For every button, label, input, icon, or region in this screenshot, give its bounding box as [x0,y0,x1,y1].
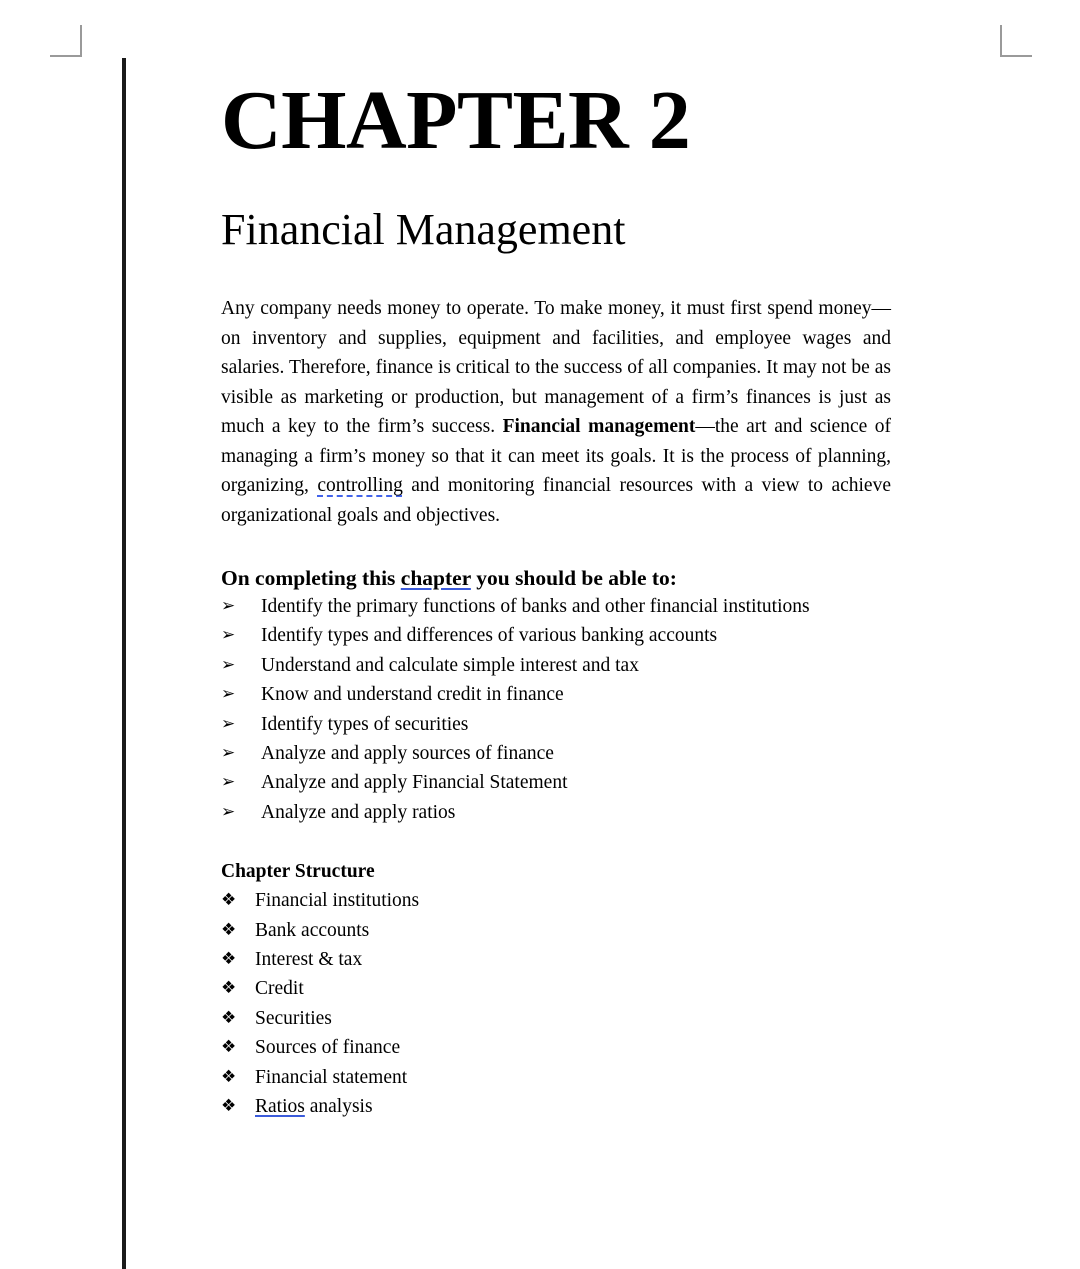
list-item [221,974,891,1003]
diamond-bullet-icon: ❖ [221,949,237,970]
spellcheck-flagged-word[interactable]: Ratios [255,1096,305,1118]
intro-bold-term: Financial management [502,416,696,437]
diamond-bullet-icon: ❖ [221,1096,237,1117]
list-item [221,798,891,827]
arrow-bullet-icon: ➢ [221,772,236,793]
diamond-bullet-icon: ❖ [221,1066,237,1087]
intro-text-part2: —the art and science of managing a firm’s money so that it can meet its goals. It is the process of planning, organizing, [221,416,891,496]
crop-mark-top-right [1000,25,1032,57]
arrow-bullet-icon: ➢ [221,743,236,764]
arrow-bullet-icon: ➢ [221,684,236,705]
intro-text-part3: and monitoring financial resources with a view to achieve organizational goals and objectives. [221,475,891,526]
arrow-bullet-icon: ➢ [221,713,236,734]
list-item [221,1033,891,1062]
diamond-bullet-icon: ❖ [221,919,237,940]
objectives-heading-start: On completing this [221,566,401,590]
objectives-heading [221,564,891,592]
diamond-bullet-icon: ❖ [221,978,237,999]
list-item-text: Bank accounts [255,919,370,941]
arrow-bullet-icon: ➢ [221,625,236,646]
list-item [221,592,891,621]
intro-paragraph [221,294,891,530]
chapter-subtitle: Financial Management [221,205,626,254]
list-item [221,916,891,945]
objectives-list [221,592,891,827]
spellcheck-flagged-word[interactable]: chapter [400,566,471,590]
list-item-text: Identify types of securities [261,713,469,735]
arrow-bullet-icon: ➢ [221,596,236,616]
list-item [221,886,891,915]
list-item [221,1004,891,1033]
arrow-bullet-icon: ➢ [221,654,236,675]
list-item [221,710,891,739]
arrow-bullet-icon: ➢ [221,801,236,822]
list-item-text: Credit [255,978,304,1000]
list-item-text: Interest & tax [255,949,363,971]
grammar-flagged-word[interactable]: controlling [317,475,403,496]
list-item-text: Financial statement [255,1066,408,1088]
margin-change-bar [122,58,126,1269]
chapter-heading: CHAPTER 2 [221,74,691,167]
list-item-text: Understand and calculate simple interest and tax [261,654,639,676]
list-item-text: Identify types and differences of various banking accounts [261,625,718,647]
list-item-text: Analyze and apply ratios [261,801,456,823]
list-item [221,680,891,709]
crop-mark-top-left [50,25,82,57]
list-item-text: Know and understand credit in finance [261,684,564,706]
list-item-text: Financial institutions [255,890,420,912]
objectives-heading-end: you should be able to: [470,566,677,590]
diamond-bullet-icon: ❖ [221,1007,237,1028]
list-item-text: Securities [255,1007,332,1029]
list-item-text: analysis [304,1096,373,1118]
diamond-bullet-icon: ❖ [221,890,237,911]
diamond-bullet-icon: ❖ [221,1037,237,1058]
list-item [221,621,891,650]
list-item-text: Analyze and apply Financial Statement [261,772,568,794]
list-item [221,768,891,797]
list-item [221,945,891,974]
list-item-text: Analyze and apply sources of finance [261,743,554,765]
list-item [221,1092,891,1121]
list-item-text: Identify the primary functions of banks and other financial institutions [261,596,810,617]
list-item [221,739,891,768]
document-page-content[interactable] [221,74,891,1122]
intro-text-part1: Any company needs money to operate. To make money, it must first spend money—on inventory and supplies, equipment and facilities, and employee wages and salaries. Therefore, finance is critical to the success of all companies. It may not be as visible as marketing or production, but management of a firm’s finances is just as much a key to the firm’s success. [221,298,891,437]
list-item-text: Sources of finance [255,1037,401,1059]
chapter-structure-list [221,886,891,1121]
chapter-structure-heading: Chapter Structure [221,861,375,883]
list-item [221,651,891,680]
list-item [221,1063,891,1092]
